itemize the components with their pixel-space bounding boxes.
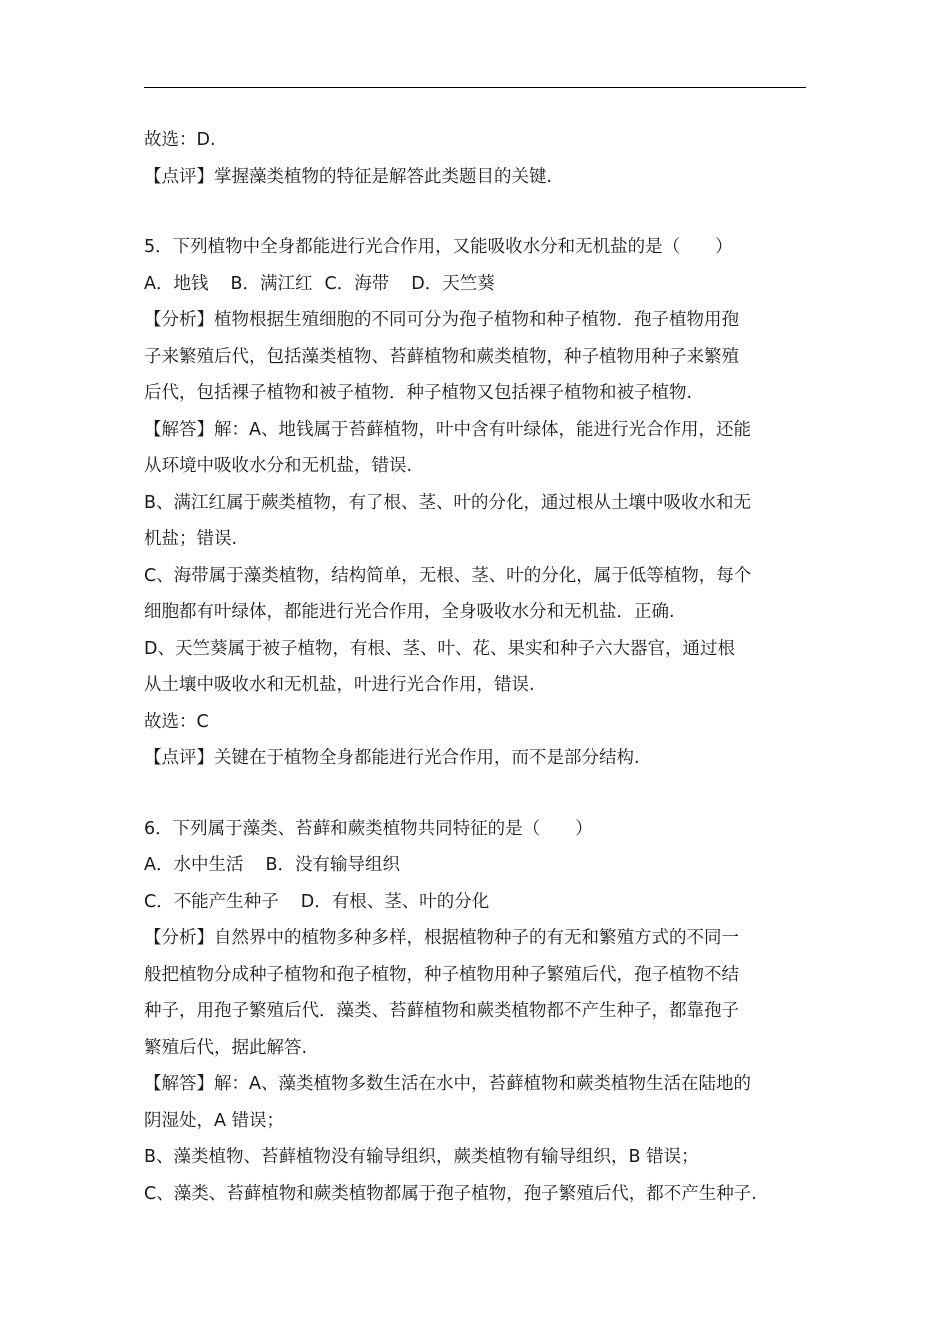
q5-solution-line: 从土壤中吸收水和无机盐，叶进行光合作用，错误.	[144, 675, 535, 695]
q5-analysis-line: 子来繁殖后代，包括藻类植物、苔藓植物和蕨类植物，种子植物用种子来繁殖	[144, 346, 739, 367]
q5-solution-line: 机盐；错误.	[144, 529, 238, 549]
section-gap	[144, 777, 808, 811]
q6-option-d: D．有根、茎、叶的分化	[300, 891, 490, 912]
q5-solution-line: 【解答】解：A、地钱属于苔藓植物，叶中含有叶绿体，能进行光合作用，还能	[144, 419, 751, 440]
q5-solution-line: D、天竺葵属于被子植物，有根、茎、叶、花、果实和种子六大器官，通过根	[144, 638, 735, 659]
q6-solution-line: C、藻类、苔藓植物和蕨类植物都属于孢子植物，孢子繁殖后代，都不产生种子.	[144, 1183, 757, 1204]
q5-option-b: B．满江红	[230, 273, 313, 294]
q5-options	[144, 266, 808, 303]
q5-solution-line: B、满江红属于蕨类植物，有了根、茎、叶的分化，通过根从土壤中吸收水和无	[144, 492, 752, 513]
q5-option-a: A．地钱	[144, 273, 209, 294]
q6-solution-line: 阴湿处，A 错误；	[144, 1110, 285, 1131]
q5-comment: 【点评】关键在于植物全身都能进行光合作用，而不是部分结构.	[144, 748, 640, 768]
q6-options-row-2	[144, 884, 808, 921]
q6-analysis-line: 种子，用孢子繁殖后代．藻类、苔藓植物和蕨类植物都不产生种子，都靠孢子	[144, 1001, 739, 1021]
q6-options-row-1	[144, 847, 808, 884]
q5-option-d: D．天竺葵	[411, 273, 495, 294]
q5-solution-line: 细胞都有叶绿体，都能进行光合作用，全身吸收水分和无机盐．正确.	[144, 602, 675, 622]
section-gap	[144, 195, 808, 229]
q6-solution-line: B、藻类植物、苔藓植物没有输导组织，蕨类植物有输导组织，B 错误；	[144, 1147, 699, 1167]
q5-answer: 故选：C	[144, 711, 209, 732]
q6-analysis-line: 般把植物分成种子植物和孢子植物，种子植物用种子繁殖后代，孢子植物不结	[144, 964, 739, 985]
q5-stem: 5．下列植物中全身都能进行光合作用，又能吸收水分和无机盐的是（ ）	[144, 237, 733, 257]
q5-solution-line: 从环境中吸收水分和无机盐，错误.	[144, 456, 413, 476]
q6-option-b: B．没有输导组织	[265, 855, 400, 875]
q6-analysis-line: 【分析】自然界中的植物多种多样，根据植物种子的有无和繁殖方式的不同一	[144, 928, 739, 948]
q5-analysis-line: 后代，包括裸子植物和被子植物．种子植物又包括裸子植物和被子植物.	[144, 383, 693, 403]
q6-solution-line: 【解答】解：A、藻类植物多数生活在水中，苔藓植物和蕨类植物生活在陆地的	[144, 1074, 751, 1094]
q4-comment: 【点评】掌握藻类植物的特征是解答此类题目的关键.	[144, 166, 553, 187]
document-body	[144, 122, 808, 1212]
header-rule	[144, 87, 806, 88]
q5-solution-line: C、海带属于藻类植物，结构简单，无根、茎、叶的分化，属于低等植物，每个	[144, 565, 752, 586]
q6-option-c: C．不能产生种子	[144, 891, 279, 912]
q5-analysis-line: 【分析】植物根据生殖细胞的不同可分为孢子植物和种子植物．孢子植物用孢	[144, 310, 739, 330]
q6-option-a: A．水中生活	[144, 855, 244, 875]
q5-option-c: C．海带	[324, 273, 390, 294]
q6-stem: 6．下列属于藻类、苔藓和蕨类植物共同特征的是（ ）	[144, 818, 593, 839]
q6-analysis-line: 繁殖后代，据此解答.	[144, 1037, 308, 1058]
q4-answer: 故选：D.	[144, 130, 216, 150]
